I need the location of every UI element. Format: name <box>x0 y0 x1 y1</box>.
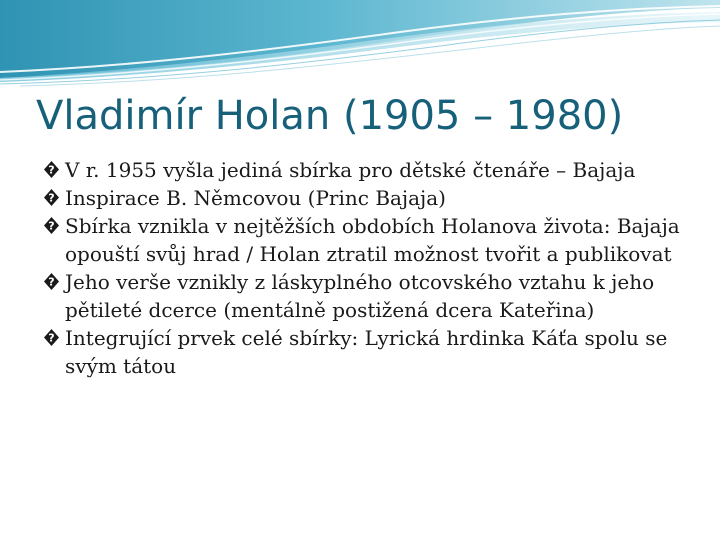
bullet-item <box>44 268 694 324</box>
svg-text:?: ? <box>48 191 55 205</box>
missing-glyph-icon <box>44 189 59 206</box>
bullet-text: Integrující prvek celé sbírky: Lyrická hrdinka Káťa spolu se svým tátou <box>65 326 668 378</box>
slide-title: Vladimír Holan (1905 – 1980) <box>36 93 624 139</box>
wave-header-decoration <box>0 0 720 90</box>
svg-text:?: ? <box>48 331 55 345</box>
svg-text:?: ? <box>48 275 55 289</box>
bullet-item <box>44 184 694 212</box>
bullet-item <box>44 156 694 184</box>
bullet-text: Inspirace B. Němcovou (Princ Bajaja) <box>65 186 446 210</box>
missing-glyph-icon <box>44 329 59 346</box>
missing-glyph-icon <box>44 217 59 234</box>
svg-text:?: ? <box>48 219 55 233</box>
bullet-text: Sbírka vznikla v nejtěžších obdobích Holanova života: Bajaja opouští svůj hrad / Holan ztratil možnost tvořit a publikovat <box>65 214 680 266</box>
bullet-item <box>44 324 694 380</box>
bullet-list <box>44 156 694 380</box>
bullet-text: V r. 1955 vyšla jediná sbírka pro dětské čtenáře – Bajaja <box>65 158 636 182</box>
missing-glyph-icon <box>44 161 59 178</box>
svg-text:?: ? <box>48 163 55 177</box>
bullet-text: Jeho verše vznikly z láskyplného otcovského vztahu k jeho pětileté dcerce (mentálně postižená dcera Kateřina) <box>65 270 655 322</box>
bullet-item <box>44 212 694 268</box>
missing-glyph-icon <box>44 273 59 290</box>
